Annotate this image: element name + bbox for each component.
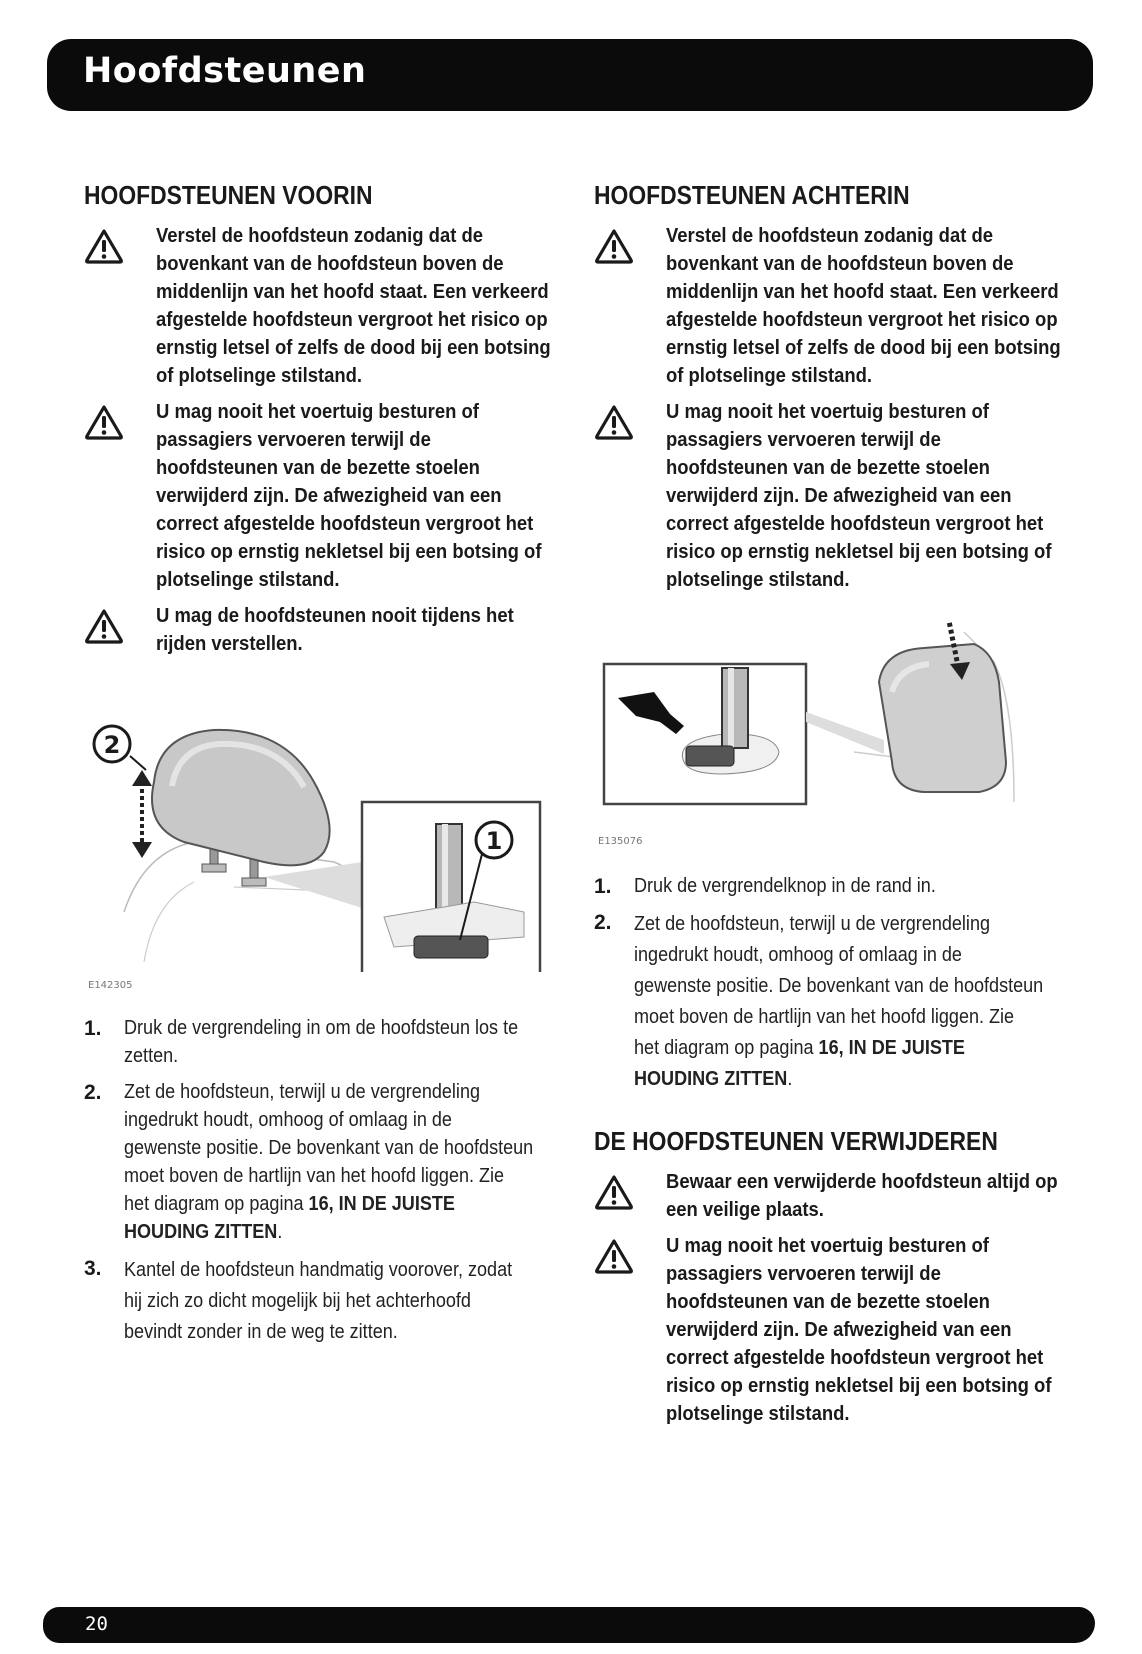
page-reference-link[interactable]: 16, IN DE JUISTE HOUDING ZITTEN bbox=[634, 1036, 965, 1090]
warning-triangle-icon bbox=[84, 228, 124, 264]
rear-headrests-section bbox=[594, 178, 1062, 602]
figure-code: E142305 bbox=[88, 980, 133, 991]
step-text-main: Zet de hoofdsteun, terwijl u de vergrendeling ingedrukt houdt, omhoog of omlaag in de gewenste positie. De bovenkant van de hoofdsteun moet boven de hartlijn van het hoofd liggen. Zie het diagram op pagina bbox=[124, 1080, 534, 1215]
step-text: Kantel de hoofdsteun handmatig voorover, zodat hij zich zo dicht mogelijk bij het achterhoofd bevindt zonder in de weg te zitten. bbox=[124, 1258, 513, 1343]
front-headrest-illustration bbox=[84, 712, 544, 972]
front-headrests-section bbox=[84, 178, 552, 666]
list-item bbox=[84, 1078, 554, 1246]
warning-text: U mag nooit het voertuig besturen of passagiers vervoeren terwijl de hoofdsteunen van de bezette stoelen verwijderd zijn. De afwezigheid van een correct afgestelde hoofdsteun vergroot het risico op ernstig nekletsel bij een botsing of plotselinge stilstand. bbox=[666, 1234, 1052, 1425]
step-number: 3. bbox=[84, 1257, 102, 1280]
front-steps bbox=[84, 1014, 554, 1355]
front-section-title: HOOFDSTEUNEN VOORIN bbox=[84, 180, 373, 210]
warning-block bbox=[594, 222, 1062, 390]
step-text: Druk de vergrendeling in om de hoofdsteun los te zetten. bbox=[124, 1016, 519, 1067]
footer-bar bbox=[43, 1607, 1095, 1643]
remove-section-title: DE HOOFDSTEUNEN VERWIJDEREN bbox=[594, 1126, 998, 1156]
warning-text: U mag nooit het voertuig besturen of passagiers vervoeren terwijl de hoofdsteunen van de bezette stoelen verwijderd zijn. De afwezigheid van een correct afgestelde hoofdsteun vergroot het risico op ernstig nekletsel bij een botsing of plotselinge stilstand. bbox=[156, 400, 542, 591]
rear-steps-list bbox=[594, 872, 1064, 1094]
list-item bbox=[594, 872, 1064, 900]
warning-block bbox=[84, 398, 552, 594]
rear-headrest-illustration bbox=[594, 622, 1054, 832]
page-reference-link[interactable]: 16, IN DE JUISTE HOUDING ZITTEN bbox=[124, 1192, 455, 1243]
step-text-main: Zet de hoofdsteun, terwijl u de vergrendeling ingedrukt houdt, omhoog of omlaag in de gewenste positie. De bovenkant van de hoofdsteun moet boven de hartlijn van het hoofd liggen. Zie het diagram op pagina bbox=[634, 912, 1044, 1059]
front-steps-list bbox=[84, 1014, 554, 1347]
list-item bbox=[594, 908, 1064, 1094]
warning-text: Verstel de hoofdsteun zodanig dat de bovenkant van de hoofdsteun boven de middenlijn van het hoofd staat. Een verkeerd afgestelde hoofdsteun vergroot het risico op ernstig letsel of zelfs de dood bij een botsing of plotselinge stilstand. bbox=[666, 224, 1061, 387]
warning-text: U mag nooit het voertuig besturen of passagiers vervoeren terwijl de hoofdsteunen van de bezette stoelen verwijderd zijn. De afwezigheid van een correct afgestelde hoofdsteun vergroot het risico op ernstig nekletsel bij een botsing of plotselinge stilstand. bbox=[666, 400, 1052, 591]
warning-block bbox=[594, 1168, 1064, 1224]
callout-1-label: 1 bbox=[485, 827, 503, 855]
step-number: 1. bbox=[84, 1017, 102, 1040]
page-number: 20 bbox=[85, 1613, 108, 1635]
rear-headrest-figure bbox=[594, 622, 1054, 852]
warning-text: Verstel de hoofdsteun zodanig dat de bovenkant van de hoofdsteun boven de middenlijn van het hoofd staat. Een verkeerd afgestelde hoofdsteun vergroot het risico op ernstig letsel of zelfs de dood bij een botsing of plotselinge stilstand. bbox=[156, 224, 551, 387]
warning-triangle-icon bbox=[594, 228, 634, 264]
list-item bbox=[84, 1254, 554, 1347]
page-title: Hoofdsteunen bbox=[83, 51, 367, 91]
warning-block bbox=[594, 398, 1062, 594]
header-bar bbox=[47, 39, 1093, 111]
warning-triangle-icon bbox=[594, 1238, 634, 1274]
warning-triangle-icon bbox=[594, 1174, 634, 1210]
remove-headrests-section bbox=[594, 1124, 1064, 1436]
warning-block bbox=[594, 1232, 1064, 1428]
step-number: 1. bbox=[594, 875, 612, 898]
rear-steps bbox=[594, 872, 1064, 1102]
callout-2-label: 2 bbox=[103, 731, 121, 759]
warning-text: Bewaar een verwijderde hoofdsteun altijd op een veilige plaats. bbox=[666, 1170, 1058, 1221]
step-number: 2. bbox=[594, 911, 612, 934]
list-item bbox=[84, 1014, 554, 1070]
rear-section-title: HOOFDSTEUNEN ACHTERIN bbox=[594, 180, 910, 210]
step-text bbox=[124, 1078, 533, 1246]
warning-triangle-icon bbox=[84, 404, 124, 440]
step-text-end: . bbox=[277, 1220, 283, 1243]
step-text-end: . bbox=[787, 1067, 793, 1090]
warning-text: U mag de hoofdsteunen nooit tijdens het rijden verstellen. bbox=[156, 604, 514, 655]
warning-block bbox=[84, 602, 552, 658]
warning-triangle-icon bbox=[84, 608, 124, 644]
warning-block bbox=[84, 222, 552, 390]
warning-triangle-icon bbox=[594, 404, 634, 440]
figure-code: E135076 bbox=[598, 836, 643, 847]
step-number: 2. bbox=[84, 1081, 102, 1104]
step-text bbox=[634, 908, 1043, 1094]
front-headrest-figure bbox=[84, 712, 544, 992]
step-text: Druk de vergrendelknop in de rand in. bbox=[634, 874, 936, 897]
